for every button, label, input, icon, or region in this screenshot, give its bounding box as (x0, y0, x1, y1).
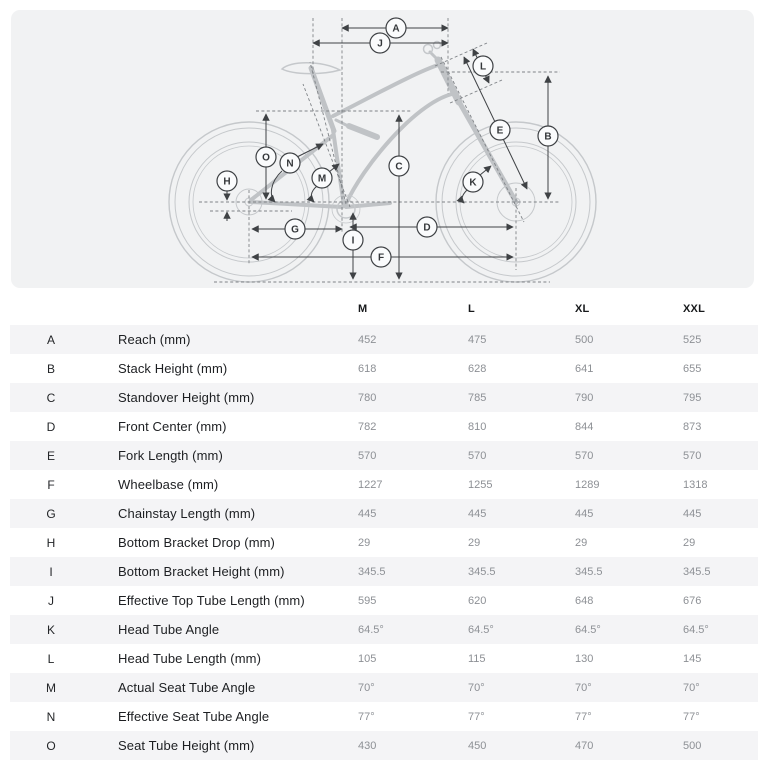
value-xxl: 70° (683, 681, 700, 694)
svg-text:H: H (223, 176, 231, 188)
value-l: 785 (468, 391, 487, 404)
value-xl: 641 (575, 362, 594, 375)
value-xl: 345.5 (575, 565, 603, 578)
table-row (10, 325, 758, 354)
value-m: 452 (358, 333, 377, 346)
value-xxl: 64.5° (683, 623, 709, 636)
value-l: 620 (468, 594, 487, 607)
svg-text:C: C (395, 161, 403, 173)
row-letter: O (46, 738, 56, 753)
value-xl: 445 (575, 507, 594, 520)
dim-label-a (386, 18, 406, 38)
value-xl: 570 (575, 449, 594, 462)
geometry-table (10, 293, 758, 760)
row-label: Seat Tube Height (mm) (118, 738, 255, 753)
table-row (10, 412, 758, 441)
geometry-diagram (0, 0, 781, 292)
row-label: Reach (mm) (118, 332, 191, 347)
value-m: 70° (358, 681, 375, 694)
row-letter: D (46, 419, 56, 434)
row-letter: E (46, 448, 55, 463)
column-header-l: L (468, 303, 475, 315)
row-letter: A (46, 332, 55, 347)
value-xl: 648 (575, 594, 594, 607)
row-letter: F (47, 477, 55, 492)
value-xxl: 345.5 (683, 565, 711, 578)
dim-label-l (473, 56, 493, 76)
value-l: 77° (468, 710, 485, 723)
svg-text:L: L (479, 61, 487, 73)
row-label: Head Tube Angle (118, 622, 220, 637)
svg-text:M: M (317, 173, 327, 185)
column-header-xxl: XXL (683, 303, 705, 315)
dim-label-h (217, 171, 237, 191)
value-xxl: 655 (683, 362, 702, 375)
value-xxl: 500 (683, 739, 702, 752)
row-label: Chainstay Length (mm) (118, 506, 256, 521)
svg-text:G: G (291, 224, 299, 236)
svg-text:O: O (262, 152, 270, 164)
dim-label-c (389, 156, 409, 176)
svg-text:K: K (469, 177, 477, 189)
value-xxl: 77° (683, 710, 700, 723)
value-xl: 77° (575, 710, 592, 723)
value-xxl: 29 (683, 536, 696, 549)
row-letter: M (46, 680, 56, 695)
value-xl: 844 (575, 420, 594, 433)
value-xxl: 873 (683, 420, 702, 433)
row-letter: H (46, 535, 56, 550)
bike-geometry-drawing (0, 0, 781, 292)
svg-text:B: B (544, 131, 552, 143)
dim-label-f (371, 247, 391, 267)
value-m: 618 (358, 362, 377, 375)
table-row (10, 528, 758, 557)
value-m: 595 (358, 594, 377, 607)
row-label: Bottom Bracket Height (mm) (118, 564, 285, 579)
table-row (10, 702, 758, 731)
row-letter: C (46, 390, 56, 405)
dim-label-b (538, 126, 558, 146)
table-row (10, 586, 758, 615)
table-body (10, 325, 758, 760)
table-header-row (10, 293, 758, 325)
value-xxl: 676 (683, 594, 702, 607)
row-label: Actual Seat Tube Angle (118, 680, 256, 695)
svg-text:J: J (377, 38, 383, 50)
table-row (10, 557, 758, 586)
value-xl: 64.5° (575, 623, 601, 636)
value-m: 64.5° (358, 623, 384, 636)
row-label: Head Tube Length (mm) (118, 651, 262, 666)
value-xl: 130 (575, 652, 594, 665)
value-xl: 790 (575, 391, 594, 404)
value-l: 115 (468, 652, 486, 665)
row-letter: K (46, 622, 55, 637)
value-xl: 29 (575, 536, 588, 549)
row-letter: J (48, 593, 54, 608)
value-l: 1255 (468, 478, 493, 491)
value-m: 1227 (358, 478, 383, 491)
row-label: Front Center (mm) (118, 419, 227, 434)
row-label: Standover Height (mm) (118, 390, 255, 405)
svg-text:E: E (496, 125, 504, 137)
dim-label-n (280, 153, 300, 173)
svg-text:N: N (286, 158, 294, 170)
value-m: 570 (358, 449, 377, 462)
column-header-xl: XL (575, 303, 590, 315)
table-row (10, 615, 758, 644)
value-l: 70° (468, 681, 485, 694)
table-row (10, 470, 758, 499)
svg-text:D: D (423, 222, 431, 234)
row-label: Wheelbase (mm) (118, 477, 219, 492)
value-xxl: 145 (683, 652, 702, 665)
value-m: 77° (358, 710, 375, 723)
dim-label-g (285, 219, 305, 239)
value-xxl: 1318 (683, 478, 708, 491)
svg-text:F: F (377, 252, 385, 264)
row-label: Fork Length (mm) (118, 448, 223, 463)
value-m: 345.5 (358, 565, 386, 578)
value-m: 780 (358, 391, 377, 404)
column-header-m: M (358, 303, 368, 315)
value-l: 345.5 (468, 565, 496, 578)
value-l: 450 (468, 739, 487, 752)
value-l: 810 (468, 420, 487, 433)
value-l: 628 (468, 362, 487, 375)
value-xxl: 795 (683, 391, 702, 404)
dim-label-i (343, 230, 363, 250)
value-xxl: 445 (683, 507, 702, 520)
value-xxl: 570 (683, 449, 702, 462)
table-row (10, 673, 758, 702)
row-letter: B (46, 361, 55, 376)
value-l: 570 (468, 449, 487, 462)
table-row (10, 731, 758, 760)
value-xl: 500 (575, 333, 594, 346)
table-row (10, 354, 758, 383)
table-row (10, 499, 758, 528)
value-l: 445 (468, 507, 487, 520)
row-letter: N (46, 709, 56, 724)
value-m: 29 (358, 536, 371, 549)
row-label: Stack Height (mm) (118, 361, 228, 376)
table-row (10, 644, 758, 673)
row-letter: G (46, 506, 56, 521)
value-m: 445 (358, 507, 377, 520)
dim-label-e (490, 120, 510, 140)
dim-label-m (312, 168, 332, 188)
table-row (10, 383, 758, 412)
row-label: Effective Seat Tube Angle (118, 709, 270, 724)
value-xl: 70° (575, 681, 592, 694)
row-label: Effective Top Tube Length (mm) (118, 593, 305, 608)
row-label: Bottom Bracket Drop (mm) (118, 535, 275, 550)
row-letter: L (47, 651, 55, 666)
value-l: 475 (468, 333, 487, 346)
table-row (10, 441, 758, 470)
row-letter: I (49, 564, 53, 579)
svg-text:A: A (392, 23, 400, 35)
value-m: 430 (358, 739, 377, 752)
value-xl: 1289 (575, 478, 600, 491)
value-l: 64.5° (468, 623, 494, 636)
dim-label-o (256, 147, 276, 167)
value-m: 105 (358, 652, 377, 665)
value-l: 29 (468, 536, 481, 549)
value-m: 782 (358, 420, 377, 433)
dim-label-j (370, 33, 390, 53)
dim-label-d (417, 217, 437, 237)
dim-label-k (463, 172, 483, 192)
value-xl: 470 (575, 739, 594, 752)
svg-text:I: I (351, 235, 355, 247)
value-xxl: 525 (683, 333, 702, 346)
